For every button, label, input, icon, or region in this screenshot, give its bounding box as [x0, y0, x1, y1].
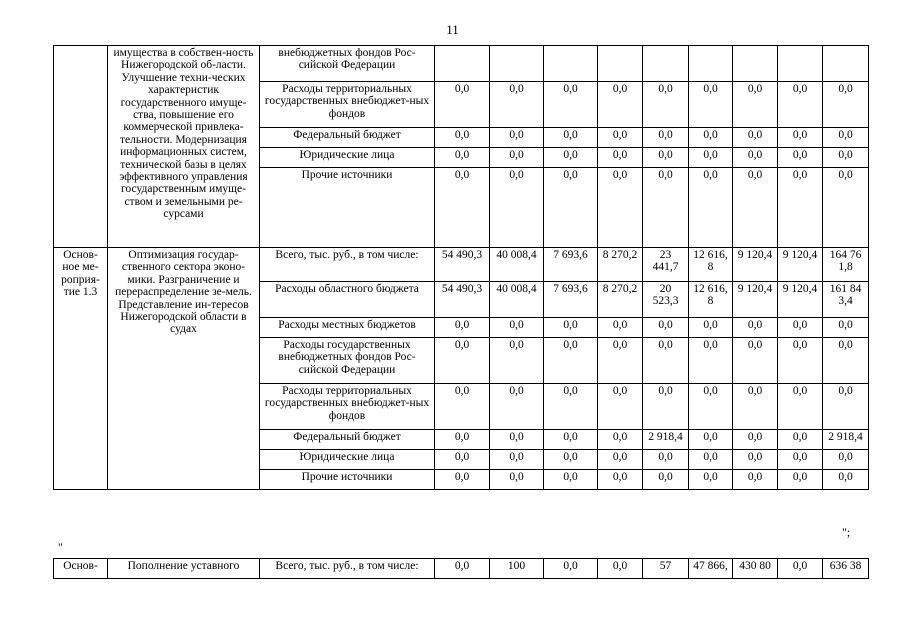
value-cell: 0,0	[435, 148, 490, 168]
value-cell: 0,0	[435, 128, 490, 148]
source-label: Расходы государственных внебюджетных фондов Рос-сийской Федерации	[260, 338, 435, 384]
value-cell: 54 490,3	[435, 282, 490, 318]
value-cell: 0,0	[689, 384, 733, 430]
value-cell: 0,0	[544, 168, 598, 248]
value-cell: 0,0	[598, 384, 643, 430]
value-cell: 0,0	[823, 168, 869, 248]
value-cell: 0,0	[490, 470, 544, 490]
value-cell: 0,0	[823, 450, 869, 470]
value-cell: 0,0	[823, 148, 869, 168]
value-cell: 0,0	[823, 470, 869, 490]
value-cell: 9 120,4	[733, 248, 778, 282]
value-cell: 0,0	[733, 318, 778, 338]
value-cell: 0,0	[778, 338, 823, 384]
table-row	[54, 248, 869, 282]
value-cell: 0,0	[733, 82, 778, 128]
value-cell: 0,0	[823, 318, 869, 338]
opening-quote: "	[58, 540, 63, 554]
value-cell: 0,0	[435, 450, 490, 470]
page-number: 11	[446, 22, 459, 37]
value-cell: 0,0	[544, 148, 598, 168]
description-cell: Пополнение уставного	[108, 559, 260, 579]
value-cell: 0,0	[733, 384, 778, 430]
value-cell: 0,0	[598, 128, 643, 148]
value-cell: 0,0	[544, 384, 598, 430]
value-cell: 0,0	[733, 148, 778, 168]
value-cell: 0,0	[435, 82, 490, 128]
value-cell: 0,0	[490, 384, 544, 430]
value-cell: 40 008,4	[490, 248, 544, 282]
value-cell: 0,0	[544, 318, 598, 338]
value-cell: 161 84 3,4	[823, 282, 869, 318]
source-label: Прочие источники	[260, 168, 435, 248]
value-cell: 0,0	[643, 384, 689, 430]
value-cell: 9 120,4	[778, 282, 823, 318]
value-cell: 0,0	[689, 318, 733, 338]
source-label: Юридические лица	[260, 450, 435, 470]
value-cell: 0,0	[544, 338, 598, 384]
value-cell: 0,0	[435, 168, 490, 248]
value-cell: 0,0	[435, 559, 490, 579]
value-cell: 0,0	[733, 168, 778, 248]
value-cell: 0,0	[643, 168, 689, 248]
value-cell: 0,0	[689, 470, 733, 490]
value-cell: 0,0	[643, 148, 689, 168]
value-cell: 0,0	[490, 430, 544, 450]
value-cell: 8 270,2	[598, 282, 643, 318]
value-cell	[689, 46, 733, 82]
value-cell: 0,0	[643, 470, 689, 490]
source-label: Федеральный бюджет	[260, 430, 435, 450]
source-label: Юридические лица	[260, 148, 435, 168]
value-cell: 164 76 1,8	[823, 248, 869, 282]
value-cell: 0,0	[490, 338, 544, 384]
value-cell: 0,0	[778, 470, 823, 490]
value-cell: 0,0	[435, 470, 490, 490]
value-cell: 0,0	[435, 430, 490, 450]
value-cell: 0,0	[544, 470, 598, 490]
source-label: Всего, тыс. руб., в том числе:	[260, 559, 435, 579]
value-cell: 0,0	[643, 450, 689, 470]
source-label: Прочие источники	[260, 470, 435, 490]
value-cell: 0,0	[435, 338, 490, 384]
value-cell: 2 918,4	[643, 430, 689, 450]
value-cell: 636 38	[823, 559, 869, 579]
code-cell: Основ-ное ме-роприя-тие 1.3	[54, 248, 108, 490]
description-cell: Оптимизация государ-ственного сектора эконо-мики. Разграничение и перераспределение зе-мель. Представление ин-тересов Нижегородской области в судах	[108, 248, 260, 490]
value-cell: 0,0	[598, 338, 643, 384]
value-cell: 0,0	[778, 82, 823, 128]
value-cell: 0,0	[490, 82, 544, 128]
value-cell: 0,0	[689, 128, 733, 148]
value-cell	[435, 46, 490, 82]
value-cell: 0,0	[778, 318, 823, 338]
value-cell: 0,0	[778, 148, 823, 168]
value-cell: 0,0	[778, 450, 823, 470]
value-cell: 0,0	[598, 470, 643, 490]
value-cell: 40 008,4	[490, 282, 544, 318]
value-cell: 0,0	[689, 148, 733, 168]
value-cell: 0,0	[598, 82, 643, 128]
value-cell: 0,0	[733, 450, 778, 470]
value-cell: 0,0	[544, 82, 598, 128]
source-label: Расходы областного бюджета	[260, 282, 435, 318]
value-cell	[778, 46, 823, 82]
value-cell: 0,0	[689, 450, 733, 470]
value-cell: 0,0	[643, 318, 689, 338]
value-cell: 0,0	[689, 430, 733, 450]
value-cell: 0,0	[823, 384, 869, 430]
value-cell: 0,0	[778, 168, 823, 248]
value-cell: 47 866,	[689, 559, 733, 579]
value-cell: 0,0	[544, 559, 598, 579]
value-cell: 0,0	[598, 430, 643, 450]
value-cell: 0,0	[544, 450, 598, 470]
value-cell: 12 616, 8	[689, 248, 733, 282]
value-cell: 0,0	[733, 470, 778, 490]
value-cell	[490, 46, 544, 82]
value-cell: 0,0	[544, 430, 598, 450]
value-cell: 0,0	[598, 148, 643, 168]
value-cell: 9 120,4	[733, 282, 778, 318]
value-cell: 0,0	[490, 318, 544, 338]
value-cell: 0,0	[435, 384, 490, 430]
source-label: Расходы территориальных государственных внебюджет-ных фондов	[260, 82, 435, 128]
value-cell: 0,0	[490, 168, 544, 248]
table-row	[54, 46, 869, 82]
budget-table	[53, 45, 869, 490]
code-cell	[54, 46, 108, 248]
closing-quote: ";	[842, 525, 851, 539]
value-cell: 0,0	[490, 128, 544, 148]
value-cell: 0,0	[823, 338, 869, 384]
value-cell: 0,0	[689, 168, 733, 248]
value-cell: 0,0	[733, 338, 778, 384]
value-cell: 7 693,6	[544, 282, 598, 318]
value-cell: 9 120,4	[778, 248, 823, 282]
value-cell: 8 270,2	[598, 248, 643, 282]
value-cell: 0,0	[598, 450, 643, 470]
value-cell: 0,0	[643, 338, 689, 384]
value-cell	[733, 46, 778, 82]
value-cell	[643, 46, 689, 82]
value-cell: 0,0	[598, 559, 643, 579]
value-cell: 57	[643, 559, 689, 579]
value-cell: 7 693,6	[544, 248, 598, 282]
table-row	[54, 559, 869, 579]
value-cell	[823, 46, 869, 82]
code-cell: Основ-	[54, 559, 108, 579]
value-cell: 0,0	[823, 128, 869, 148]
value-cell: 0,0	[490, 450, 544, 470]
value-cell: 0,0	[435, 318, 490, 338]
value-cell: 0,0	[490, 148, 544, 168]
value-cell: 12 616, 8	[689, 282, 733, 318]
value-cell: 54 490,3	[435, 248, 490, 282]
source-label: внебюджетных фондов Рос-сийской Федерации	[260, 46, 435, 82]
value-cell: 20 523,3	[643, 282, 689, 318]
source-label: Расходы территориальных государственных внебюджет-ных фондов	[260, 384, 435, 430]
value-cell: 0,0	[778, 559, 823, 579]
value-cell: 0,0	[733, 128, 778, 148]
value-cell: 0,0	[778, 128, 823, 148]
budget-table-continued	[53, 558, 869, 579]
value-cell: 0,0	[643, 128, 689, 148]
source-label: Федеральный бюджет	[260, 128, 435, 148]
value-cell: 23 441,7	[643, 248, 689, 282]
value-cell: 0,0	[598, 318, 643, 338]
value-cell: 0,0	[778, 384, 823, 430]
value-cell: 0,0	[544, 128, 598, 148]
source-label: Всего, тыс. руб., в том числе:	[260, 248, 435, 282]
value-cell: 430 80	[733, 559, 778, 579]
description-cell: имущества в собствен-ность Нижегородской об-ласти. Улучшение техни-ческих характеристик государственного имуще-ства, повышение его коммерческой привлека-тельности. Модернизация информационных систем, технической базы в целях эффективного управления государственным имуще-ством и земельными ре-сурсами	[108, 46, 260, 248]
value-cell: 0,0	[643, 82, 689, 128]
value-cell: 0,0	[689, 82, 733, 128]
value-cell: 2 918,4	[823, 430, 869, 450]
value-cell: 0,0	[689, 338, 733, 384]
value-cell	[598, 46, 643, 82]
value-cell: 0,0	[778, 430, 823, 450]
value-cell	[544, 46, 598, 82]
value-cell: 0,0	[823, 82, 869, 128]
value-cell: 0,0	[598, 168, 643, 248]
source-label: Расходы местных бюджетов	[260, 318, 435, 338]
value-cell: 0,0	[733, 430, 778, 450]
value-cell: 100	[490, 559, 544, 579]
